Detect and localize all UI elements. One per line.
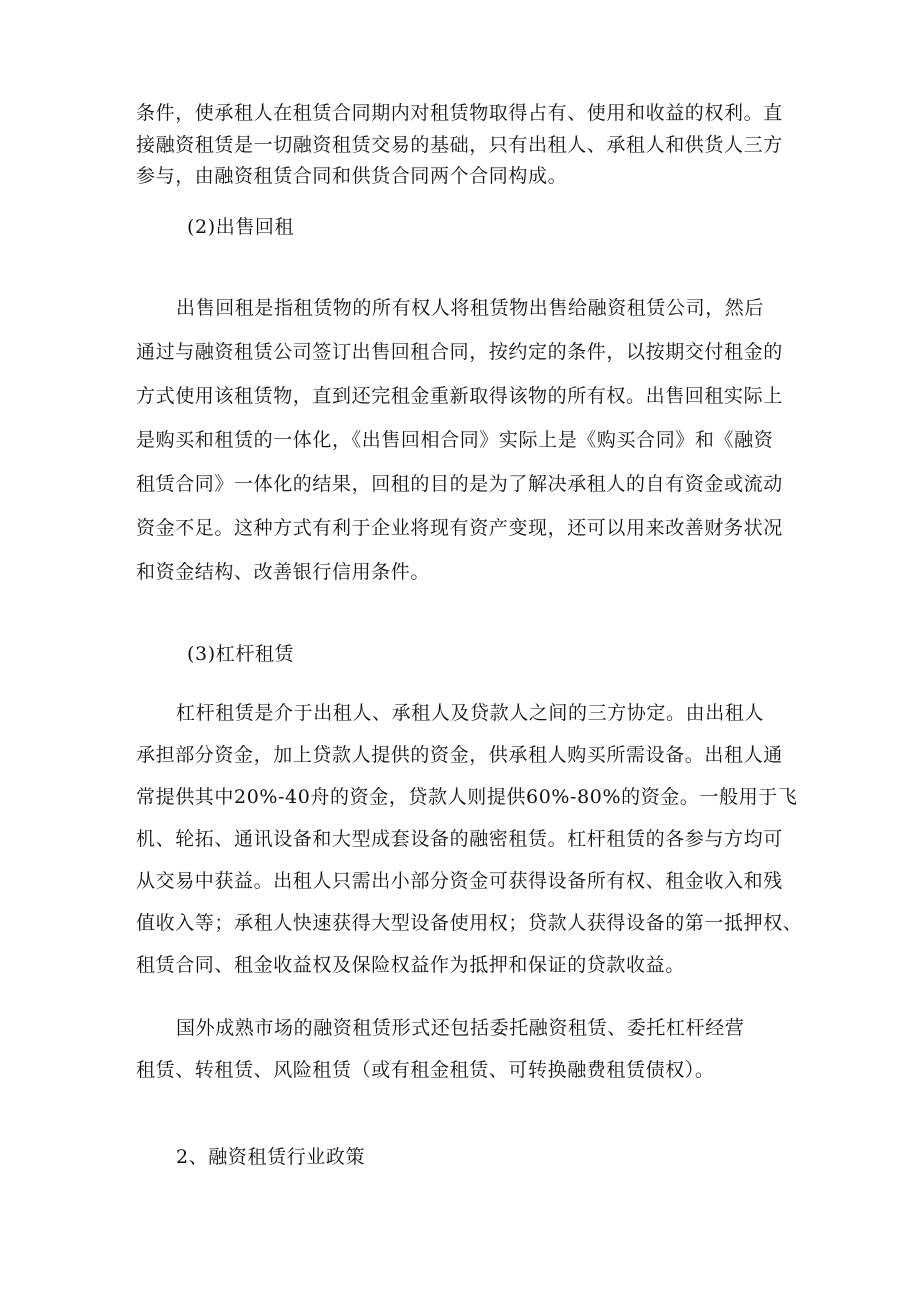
paragraph-4-line-1: 国外成熟市场的融资租赁形式还包括委托融资租赁、委托杠杆经营 — [176, 1017, 745, 1039]
paragraph-2-line-5: 租赁合同》一体化的结果，回租的目的是为了解决承租人的自有资金或流动 — [136, 473, 783, 495]
heading-sale-leaseback: (2)出售回租 — [187, 216, 295, 238]
heading-industry-policy: 2、融资租赁行业政策 — [176, 1146, 366, 1168]
paragraph-3-line-2: 承担部分资金，加上贷款人提供的资金，供承租人购买所需设备。出租人通 — [136, 744, 783, 766]
paragraph-3-line-4: 机、轮拓、通讯设备和大型成套设备的融密租赁。杠杆租赁的各参与方均可 — [136, 828, 783, 850]
heading-leveraged-lease: (3)杠杆租赁 — [187, 643, 295, 665]
paragraph-2-line-6: 资金不足。这种方式有利于企业将现有资产变现，还可以用来改善财务状况 — [136, 517, 783, 539]
paragraph-2-line-4: 是购买和租赁的一体化，《出售回相合同》实际上是《购买合同》和《融资 — [136, 429, 774, 451]
paragraph-3-line-5: 从交易中获益。出租人只需出小部分资金可获得设备所有权、租金收入和残 — [136, 870, 783, 892]
paragraph-1-line-2: 接融资租赁是一切融资租赁交易的基础，只有出租人、承租人和供货人三方 — [136, 134, 783, 156]
paragraph-2-line-3: 方式使用该租赁物，直到还完租金重新取得该物的所有权。出售回租实际上 — [136, 385, 783, 407]
paragraph-1-line-1: 条件，使承租人在租赁合同期内对租赁物取得占有、使用和收益的权利。直 — [136, 102, 783, 124]
paragraph-2-line-2: 通过与融资租赁公司签订出售回租合同，按约定的条件，以按期交付租金的 — [136, 341, 783, 363]
paragraph-1-line-3: 参与，由融资租赁合同和供货合同两个合同构成。 — [136, 165, 568, 187]
paragraph-4-line-2: 租赁、转租赁、风险租赁（或有租金租赁、可转换融费租赁债权）。 — [136, 1059, 715, 1081]
paragraph-2-line-7: 和资金结构、改善银行信用条件。 — [136, 561, 431, 583]
paragraph-3-line-6: 值收入等；承租人快速获得大型设备使用权；贷款人获得设备的第一抵押权、 — [136, 912, 803, 934]
paragraph-3-line-1: 杠杆租赁是介于出租人、承租人及贷款人之间的三方协定。由出租人 — [176, 702, 765, 724]
paragraph-3-line-3: 常提供其中20%-40舟的资金，贷款人则提供60%-80%的资金。一般用于飞 — [136, 786, 798, 808]
paragraph-3-line-7: 租赁合同、租金收益权及保险权益作为抵押和保证的贷款收益。 — [136, 954, 685, 976]
paragraph-2-line-1: 出售回租是指租赁物的所有权人将租赁物出售给融资租赁公司，然后 — [176, 297, 765, 319]
